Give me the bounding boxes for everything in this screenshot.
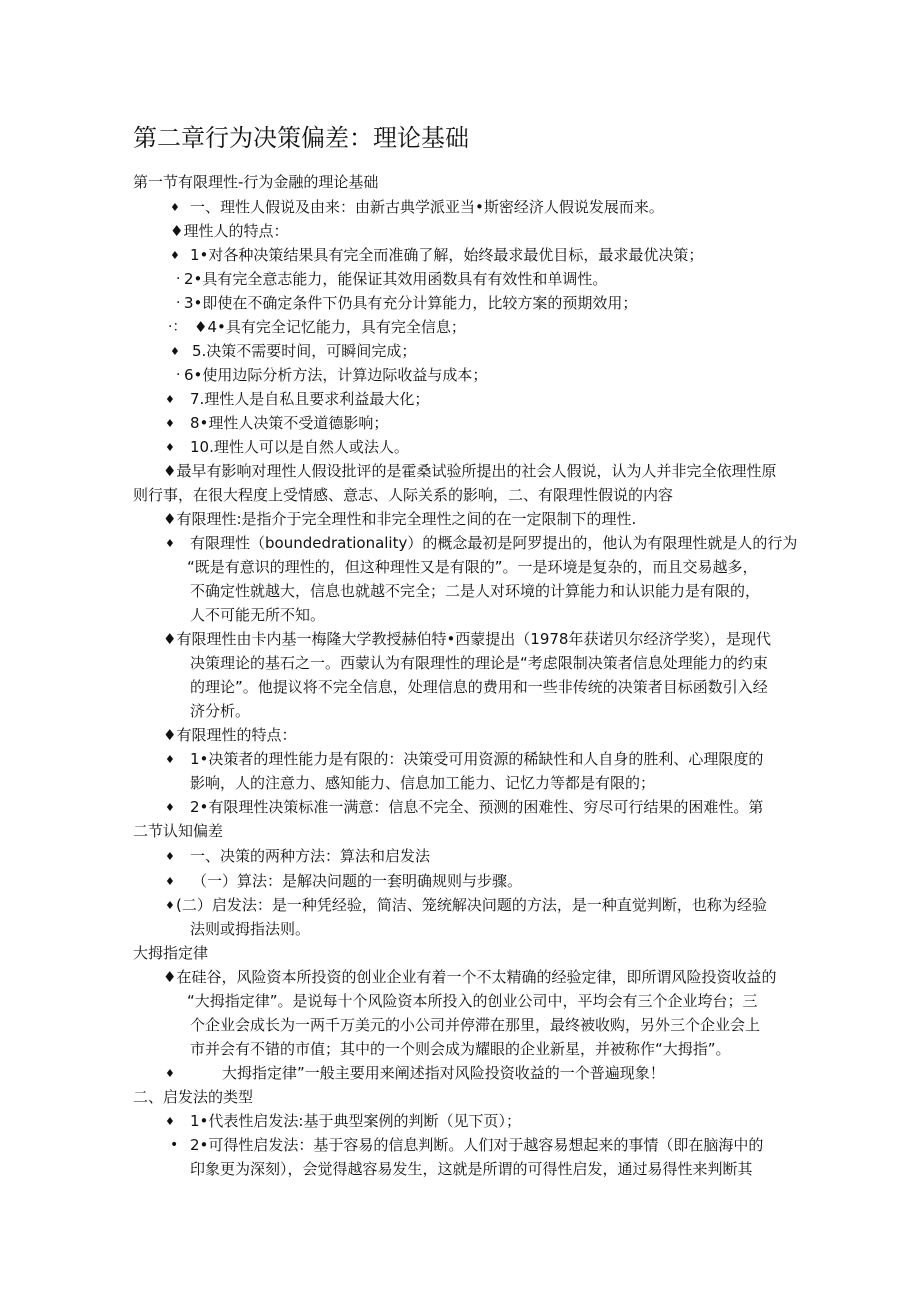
- dot-marker: ·：: [168, 319, 187, 335]
- paragraph-line: ♦最早有影响对理性人假设批评的是霍桑试验所提出的社会人假说，认为人并非完全依理性原: [163, 462, 777, 480]
- bullet-icon: ♦: [165, 899, 175, 912]
- bullet-icon: ♦: [170, 345, 180, 358]
- paragraph-line: 不确定性就越大，信息也就越不完全；二是人对环境的计算能力和认识能力是有限的，: [190, 582, 761, 600]
- list-item: 3•即使在不确定条件下仍具有充分计算能力，比较方案的预期效用；: [184, 294, 638, 312]
- bullet-icon: ♦: [170, 201, 180, 214]
- list-item: 7.理性人是自私且要求利益最大化；: [190, 390, 430, 408]
- list-item: 5.决策不需要时间，可瞬间完成；: [192, 342, 417, 360]
- paragraph-line: ♦在硅谷，风险资本所投资的创业企业有着一个不太精确的经验定律，即所谓风险投资收益的: [163, 968, 777, 986]
- bullet-icon: ♦: [165, 1067, 175, 1080]
- list-item: 1•对各种决策结果具有完全而准确了解，始终最求最优目标，最求最优决策；: [190, 246, 704, 264]
- list-item: 二节认知偏差: [133, 822, 224, 840]
- paragraph-line: 有限理性（boundedrationality）的概念最初是阿罗提出的，他认为有限理性就是人的行为: [190, 534, 798, 552]
- dot-marker: •: [170, 1137, 179, 1153]
- bullet-icon: ♦: [165, 801, 175, 814]
- paragraph-line: 济分析。: [190, 702, 251, 720]
- list-item: 1•代表性启发法:基于典型案例的判断（见下页）；: [190, 1112, 521, 1130]
- list-item: 印象更为深刻），会觉得越容易发生，这就是所谓的可得性启发，通过易得性来判断其: [190, 1160, 753, 1178]
- paragraph-line: （一）算法：是解决问题的一套明确规则与步骤。: [192, 872, 523, 890]
- section-heading: 第一节有限理性-行为金融的理论基础: [133, 173, 379, 191]
- paragraph-line: 人不可能无所不知。: [190, 606, 326, 624]
- paragraph-line: 则行事，在很大程度上受情感、意志、人际关系的影响，二、有限理性假说的内容: [133, 486, 674, 504]
- paragraph-line: 一、理性人假说及由来：由新古典学派亚当•斯密经济人假说发展而来。: [190, 198, 664, 216]
- bullet-icon: ♦: [170, 249, 180, 262]
- paragraph-line: 大拇指定律”一般主要用来阐述指对风险投资收益的一个普遍现象！: [222, 1064, 665, 1082]
- list-item: 2•有限理性决策标准一满意：信息不完全、预测的困难性、穷尽可行结果的困难性。第: [190, 798, 764, 816]
- paragraph-line: ♦有限理性:是指介于完全理性和非完全理性之间的在一定限制下的理性.: [163, 510, 637, 528]
- list-item: 8•理性人决策不受道德影响；: [190, 414, 389, 432]
- bullet-icon: ♦: [165, 393, 175, 406]
- paragraph-line: (二）启发法：是一种凭经验，简洁、笼统解决问题的方法，是一种直觉判断，也称为经验: [176, 896, 767, 914]
- list-item: 2•可得性启发法：基于容易的信息判断。人们对于越容易想起来的事情（即在脑海中的: [190, 1136, 764, 1154]
- bullet-icon: ♦: [165, 1115, 175, 1128]
- list-item: 6•使用边际分析方法，计算边际收益与成本；: [184, 366, 488, 384]
- paragraph-line: 法则或拇指法则。: [190, 920, 311, 938]
- paragraph-line: “既是有意识的理性的，但这种理性又是有限的”。一是环境是复杂的，而且交易越多，: [187, 558, 758, 576]
- paragraph-line: 的理论”。他提议将不完全信息，处理信息的费用和一些非传统的决策者目标函数引入经: [190, 678, 768, 696]
- list-item: 2•具有完全意志能力，能保证其效用函数具有有效性和单调性。: [184, 270, 608, 288]
- bullet-icon: ♦: [165, 537, 175, 550]
- dot-marker: ·: [176, 295, 181, 311]
- dot-marker: ·: [176, 367, 181, 383]
- subheading: 二、启发法的类型: [133, 1088, 254, 1106]
- paragraph-line: 个企业会成长为一两千万美元的小公司并停滞在那里，最终被收购，另外三个企业会上: [190, 1016, 761, 1034]
- dot-marker: ·: [176, 271, 181, 287]
- bullet-icon: ♦: [165, 753, 175, 766]
- paragraph-line: ♦有限理性由卡内基一梅隆大学教授赫伯特•西蒙提出（1978年获诺贝尔经济学奖），是现代: [163, 630, 771, 648]
- bullet-icon: ♦: [165, 850, 175, 863]
- page-title: 第二章行为决策偏差：理论基础: [133, 124, 469, 152]
- paragraph-line: 市并会有不错的市值；其中的一个则会成为耀眼的企业新星，并被称作“大拇指”。: [190, 1040, 731, 1058]
- subheading: 大拇指定律: [133, 944, 209, 962]
- bullet-icon: ♦: [165, 441, 175, 454]
- list-item: ♦4•具有完全记忆能力，具有完全信息；: [194, 318, 466, 336]
- paragraph-line: “大拇指定律”。是说每十个风险资本所投入的创业公司中，平均会有三个企业垮台；三: [187, 992, 758, 1010]
- bullet-icon: ♦: [165, 875, 175, 888]
- list-item: 1•决策者的理性能力是有限的：决策受可用资源的稀缺性和人自身的胜利、心理限度的: [190, 750, 764, 768]
- list-item: 10.理性人可以是自然人或法人。: [190, 438, 409, 456]
- bullet-icon: ♦: [165, 417, 175, 430]
- paragraph-line: 决策理论的基石之一。西蒙认为有限理性的理论是“考虑限制决策者信息处理能力的约束: [190, 654, 768, 672]
- list-item: 影响，人的注意力、感知能力、信息加工能力、记忆力等都是有限的；: [190, 774, 656, 792]
- subheading: ♦理性人的特点：: [170, 222, 289, 240]
- paragraph-line: 一、决策的两种方法：算法和启发法: [190, 847, 431, 865]
- subheading: ♦有限理性的特点：: [163, 726, 297, 744]
